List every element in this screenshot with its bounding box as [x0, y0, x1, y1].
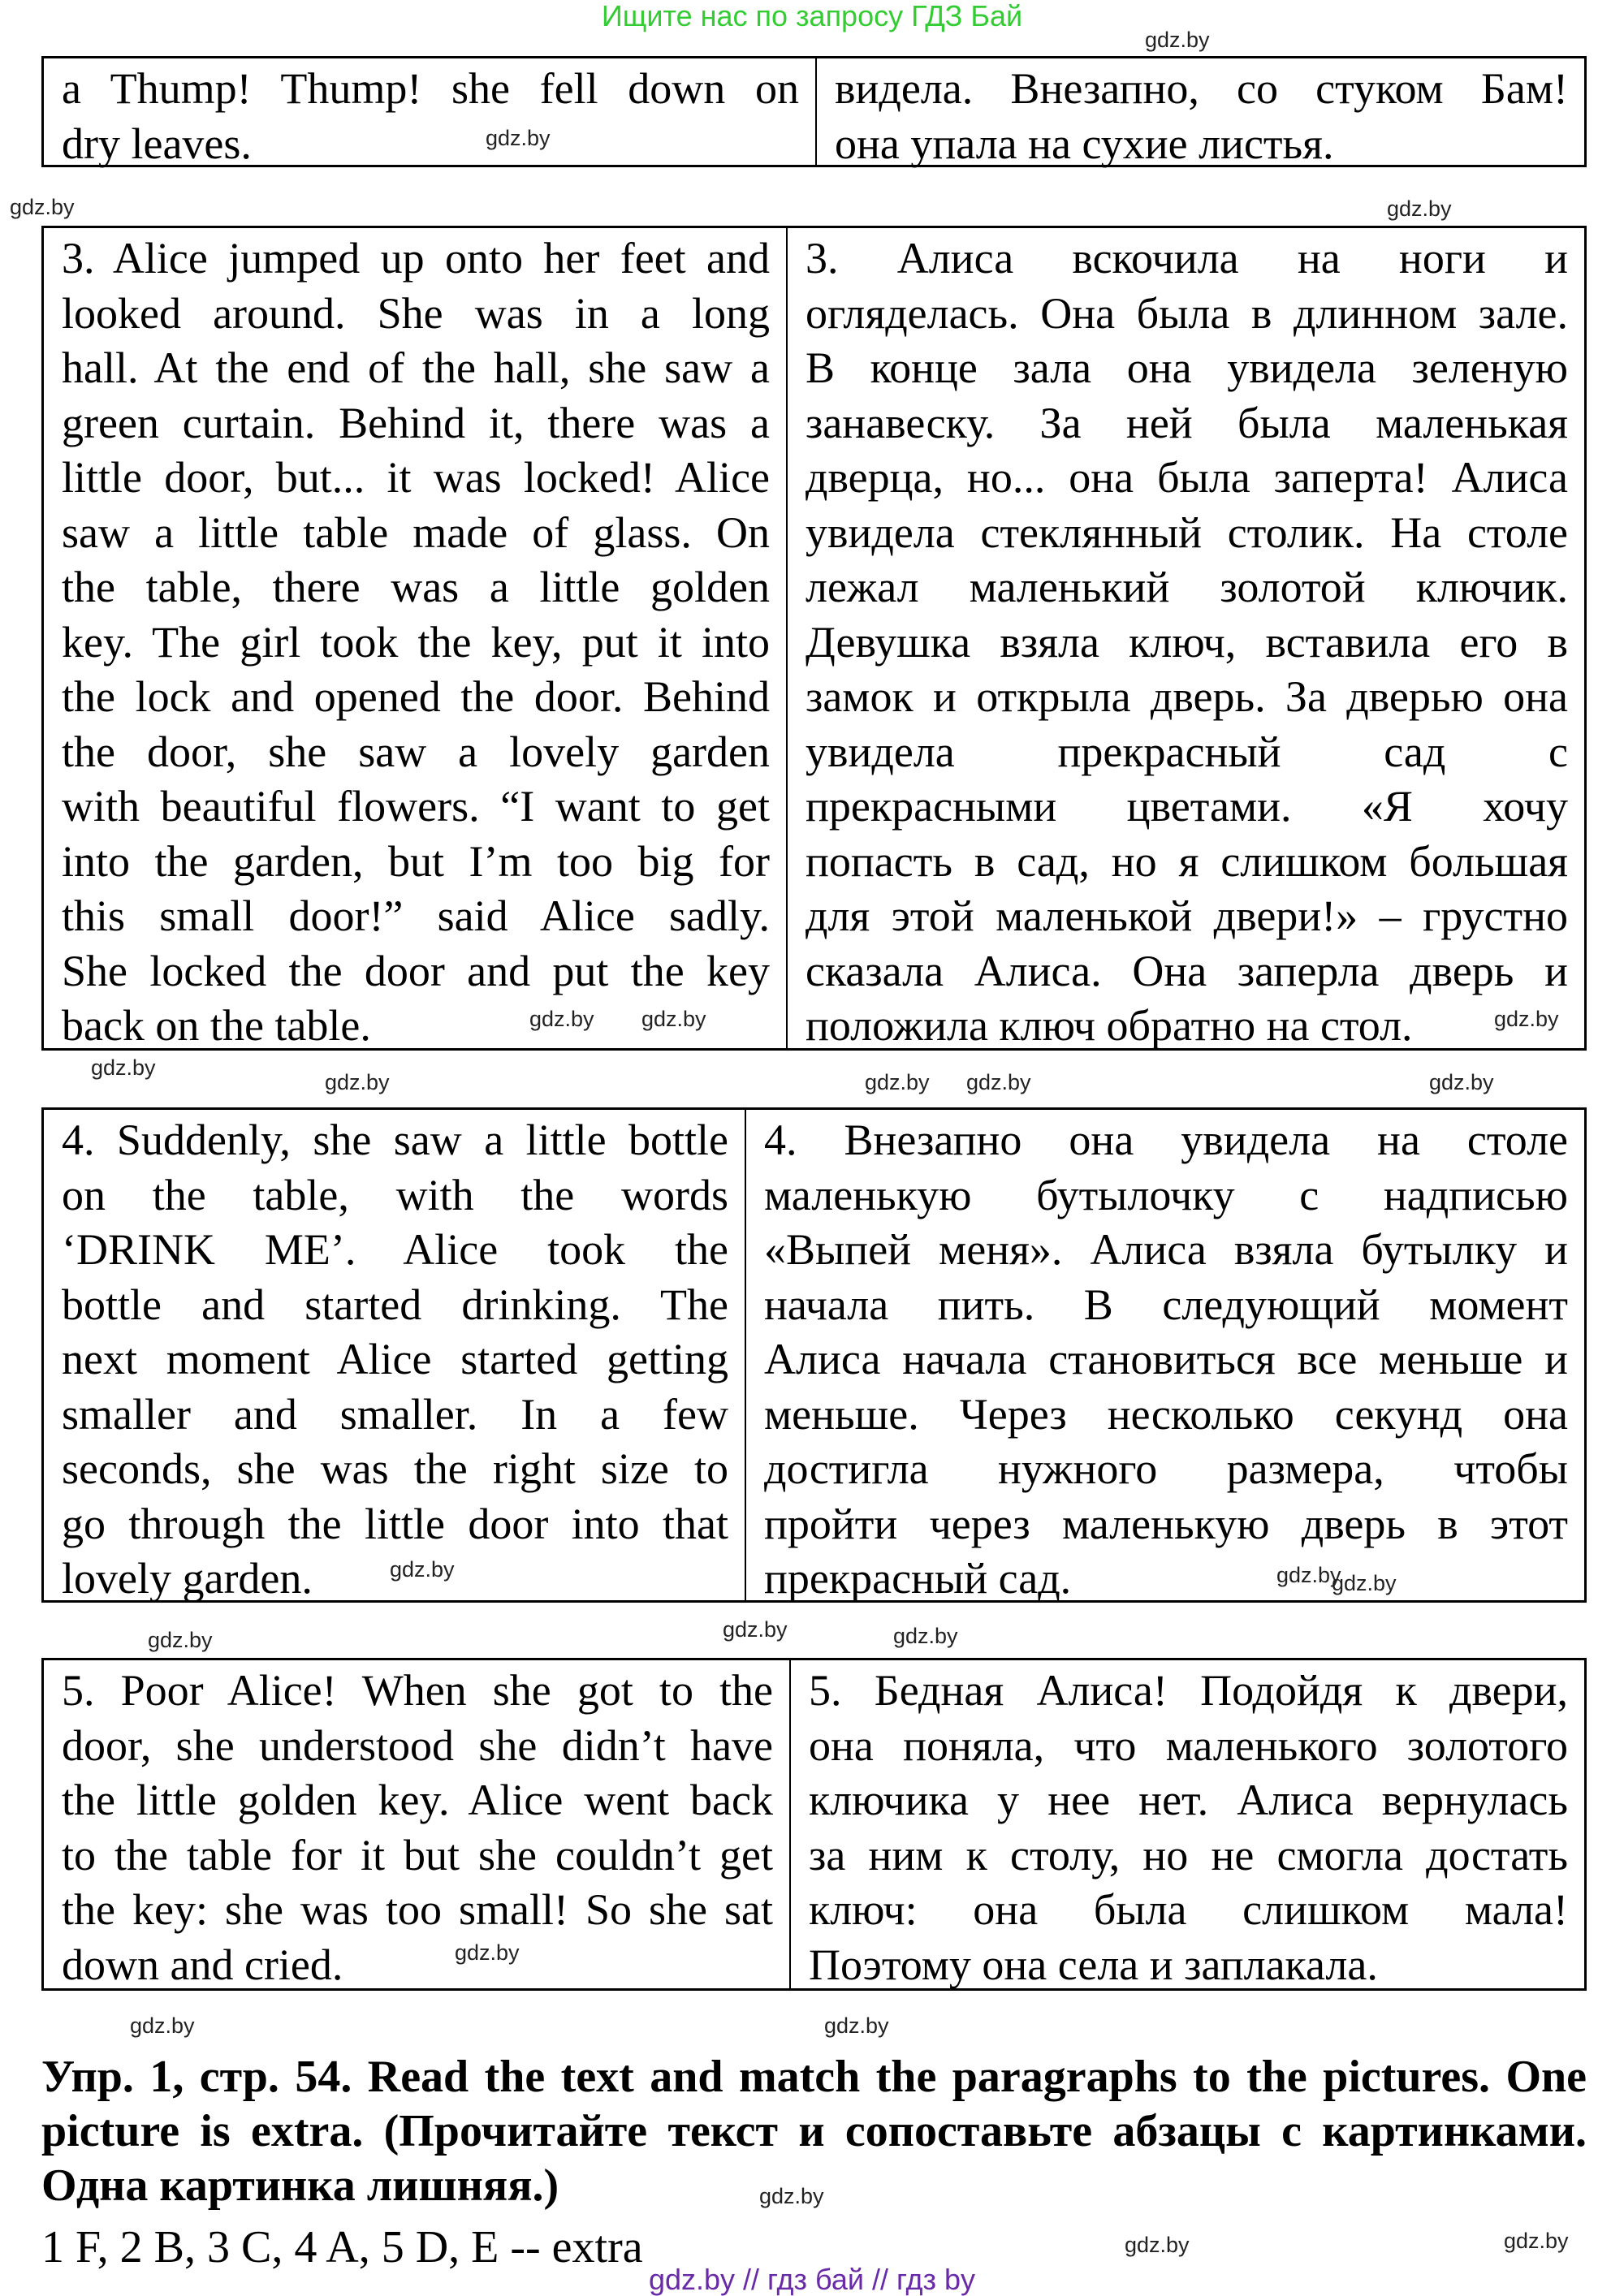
text-line: огляделась. Она была в длинном зале.	[806, 288, 1568, 338]
text-line: дверца, но... она была заперта! Алиса	[806, 453, 1568, 502]
gdz-watermark: gdz.by	[723, 1617, 788, 1642]
text-line: ключ: она была слишком мала!	[809, 1885, 1568, 1934]
text-line: меньше. Через несколько секунд она	[764, 1389, 1568, 1439]
text-line: замок и открыла дверь. За дверью она	[806, 672, 1568, 721]
text-line: для этой маленькой двери!» – грустно	[806, 891, 1568, 940]
text-line: 3. Алиса вскочила на ноги и	[806, 234, 1568, 283]
russian-translation-cell	[745, 1110, 1584, 1603]
gdz-watermark: gdz.by	[91, 1055, 156, 1080]
russian-translation-cell	[789, 1660, 1584, 1988]
english-text-cell	[44, 1660, 789, 1988]
text-line: увидела прекрасный сад с	[806, 727, 1568, 776]
russian-translation-cell	[815, 58, 1584, 168]
text-line: 3. Alice jumped up onto her feet and	[62, 234, 770, 283]
russian-translation-cell	[786, 228, 1584, 1048]
text-line: видела. Внезапно, со стуком Бам!	[835, 64, 1568, 113]
text-line: занавеску. За ней была маленькая	[806, 398, 1568, 447]
text-line: положила ключ обратно на стол.	[806, 1001, 1413, 1050]
gdz-watermark: gdz.by	[1332, 1571, 1397, 1595]
text-line: lovely garden.	[62, 1554, 313, 1603]
gdz-watermark: gdz.by	[824, 2013, 889, 2038]
text-line: bottle and started drinking. The	[62, 1280, 728, 1329]
footer-links[interactable]: gdz.by // гдз бай // гдз by	[648, 2263, 976, 2296]
text-line: она упала на сухие листья.	[835, 119, 1334, 168]
text-line: little door, but... it was locked! Alice	[62, 453, 770, 502]
text-line: пройти через маленькую дверь в этот	[764, 1499, 1568, 1548]
text-line: прекрасный сад.	[764, 1554, 1072, 1603]
text-line: 4. Suddenly, she saw a little bottle	[62, 1116, 728, 1164]
text-line: looked around. She was in a long	[62, 288, 770, 338]
text-line: dry leaves.	[62, 119, 252, 168]
gdz-watermark: gdz.by	[325, 1070, 390, 1094]
text-line: the lock and opened the door. Behind	[62, 672, 770, 721]
text-line: увидела стеклянный столик. На столе	[806, 507, 1568, 557]
gdz-watermark: gdz.by	[641, 1007, 706, 1031]
text-line: seconds, she was the right size to	[62, 1444, 728, 1493]
text-line: Девушка взяла ключ, вставила его в	[806, 617, 1568, 667]
text-line: the key: she was too small! So she sat	[62, 1885, 773, 1934]
translation-table-1	[41, 56, 1587, 167]
english-text-cell	[44, 58, 815, 168]
text-line: a Thump! Thump! she fell down on	[62, 64, 799, 113]
text-line: down and cried.	[62, 1940, 343, 1989]
text-line: прекрасными цветами. «Я хочу	[806, 782, 1568, 831]
gdz-watermark: gdz.by	[1145, 28, 1210, 52]
translation-table-2	[41, 226, 1587, 1051]
text-line: ‘DRINK ME’. Alice took the	[62, 1225, 728, 1274]
gdz-watermark: gdz.by	[966, 1070, 1031, 1094]
text-line: В конце зала она увидела зеленую	[806, 343, 1568, 392]
text-line: with beautiful flowers. “I want to get	[62, 782, 770, 831]
translation-table-4	[41, 1658, 1587, 1991]
english-text-cell	[44, 1110, 745, 1603]
text-line: smaller and smaller. In a few	[62, 1389, 728, 1439]
text-line: лежал маленький золотой ключик.	[806, 563, 1568, 611]
exercise-answer: 1 F, 2 B, 3 C, 4 A, 5 D, E -- extra	[41, 2222, 643, 2272]
text-line: она поняла, что маленького золотого	[809, 1720, 1568, 1770]
gdz-watermark: gdz.by	[1125, 2233, 1190, 2257]
text-line: the little golden key. Alice went back	[62, 1776, 773, 1824]
gdz-watermark: gdz.by	[893, 1624, 958, 1648]
gdz-watermark: gdz.by	[130, 2013, 195, 2038]
text-line: за ним к столу, но не смогла достать	[809, 1830, 1568, 1880]
text-line: 4. Внезапно она увидела на столе	[764, 1116, 1568, 1164]
gdz-watermark: gdz.by	[865, 1070, 930, 1094]
search-hint-banner: Ищите нас по запросу ГДЗ Бай	[601, 0, 1023, 32]
text-line: to the table for it but she couldn’t get	[62, 1830, 773, 1880]
text-line: saw a little table made of glass. On	[62, 507, 770, 557]
heading-line: Упр. 1, стр. 54. Read the text and match the paragraphs to the pictures. One	[41, 2052, 1587, 2102]
english-text-cell	[44, 228, 786, 1048]
gdz-watermark: gdz.by	[759, 2184, 824, 2208]
text-line: сказала Алиса. Она заперла дверь и	[806, 946, 1568, 995]
text-line: попасть в сад, но я слишком большая	[806, 836, 1568, 886]
text-line: маленькую бутылочку с надписью	[764, 1170, 1568, 1219]
gdz-watermark: gdz.by	[529, 1007, 594, 1031]
text-line: door, she understood she didn’t have	[62, 1720, 773, 1770]
text-line: on the table, with the words	[62, 1170, 728, 1219]
text-line: достигла нужного размера, чтобы	[764, 1444, 1568, 1493]
heading-line: picture is extra. (Прочитайте текст и сопоставьте абзацы с картинками.	[41, 2106, 1587, 2156]
gdz-watermark: gdz.by	[10, 195, 75, 219]
text-line: green curtain. Behind it, there was a	[62, 398, 770, 447]
text-line: ключика у нее нет. Алиса вернулась	[809, 1776, 1568, 1824]
gdz-watermark: gdz.by	[1276, 1563, 1341, 1587]
gdz-watermark: gdz.by	[390, 1557, 455, 1582]
text-line: начала пить. В следующий момент	[764, 1280, 1568, 1329]
text-line: into the garden, but I’m too big for	[62, 836, 770, 886]
gdz-watermark: gdz.by	[486, 126, 551, 150]
heading-line: Одна картинка лишняя.)	[41, 2160, 559, 2211]
text-line: next moment Alice started getting	[62, 1335, 728, 1383]
text-line: the door, she saw a lovely garden	[62, 727, 770, 776]
gdz-watermark: gdz.by	[1429, 1070, 1494, 1094]
text-line: the table, there was a little golden	[62, 563, 770, 611]
gdz-watermark: gdz.by	[455, 1940, 520, 1965]
text-line: key. The girl took the key, put it into	[62, 617, 770, 667]
translation-table-3	[41, 1107, 1587, 1603]
text-line: this small door!” said Alice sadly.	[62, 891, 770, 940]
text-line: Алиса начала становиться все меньше и	[764, 1335, 1568, 1383]
gdz-watermark: gdz.by	[148, 1628, 213, 1652]
gdz-watermark: gdz.by	[1387, 196, 1452, 221]
text-line: Поэтому она села и заплакала.	[809, 1940, 1378, 1989]
text-line: hall. At the end of the hall, she saw a	[62, 343, 770, 392]
text-line: 5. Poor Alice! When she got to the	[62, 1666, 773, 1715]
text-line: She locked the door and put the key	[62, 946, 770, 995]
text-line: 5. Бедная Алиса! Подойдя к двери,	[809, 1666, 1568, 1715]
gdz-watermark: gdz.by	[1494, 1007, 1559, 1031]
gdz-watermark: gdz.by	[1504, 2229, 1569, 2253]
text-line: go through the little door into that	[62, 1499, 728, 1548]
text-line: back on the table.	[62, 1001, 371, 1050]
text-line: «Выпей меня». Алиса взяла бутылку и	[764, 1225, 1568, 1274]
